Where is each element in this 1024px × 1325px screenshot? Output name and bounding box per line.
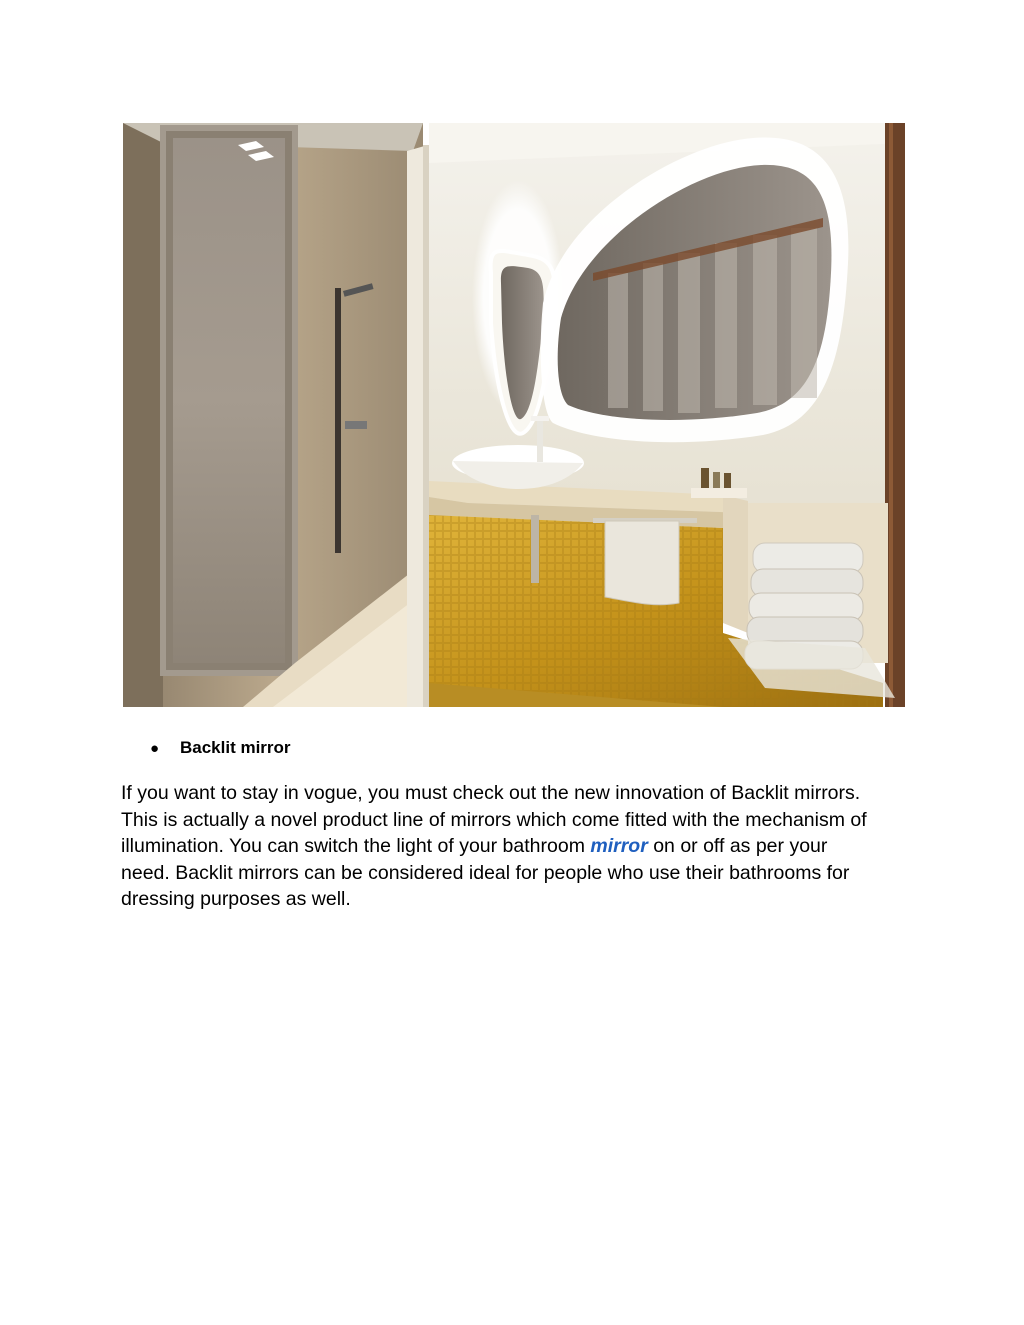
bullet-marker: ● (150, 740, 160, 757)
paragraph-text: on or off as per your (647, 835, 828, 857)
paragraph-line: This is actually a novel product line of mirrors which come fitted with the mechanism of (121, 808, 867, 831)
paragraph-line: dressing purposes as well. (121, 888, 351, 910)
mirror-link[interactable]: mirror (590, 835, 648, 857)
bullet-item (150, 736, 291, 761)
body-paragraph (121, 780, 911, 913)
paragraph-line: need. Backlit mirrors can be considered ideal for people who use their bathrooms for (121, 861, 850, 884)
bullet-heading: Backlit mirror (180, 738, 291, 757)
paragraph-line: If you want to stay in vogue, you must check out the new innovation of Backlit mirrors. (121, 782, 861, 804)
paragraph-line (121, 833, 911, 860)
bathroom-photo (123, 123, 905, 707)
paragraph-text: illumination. You can switch the light of your bathroom (121, 835, 591, 857)
